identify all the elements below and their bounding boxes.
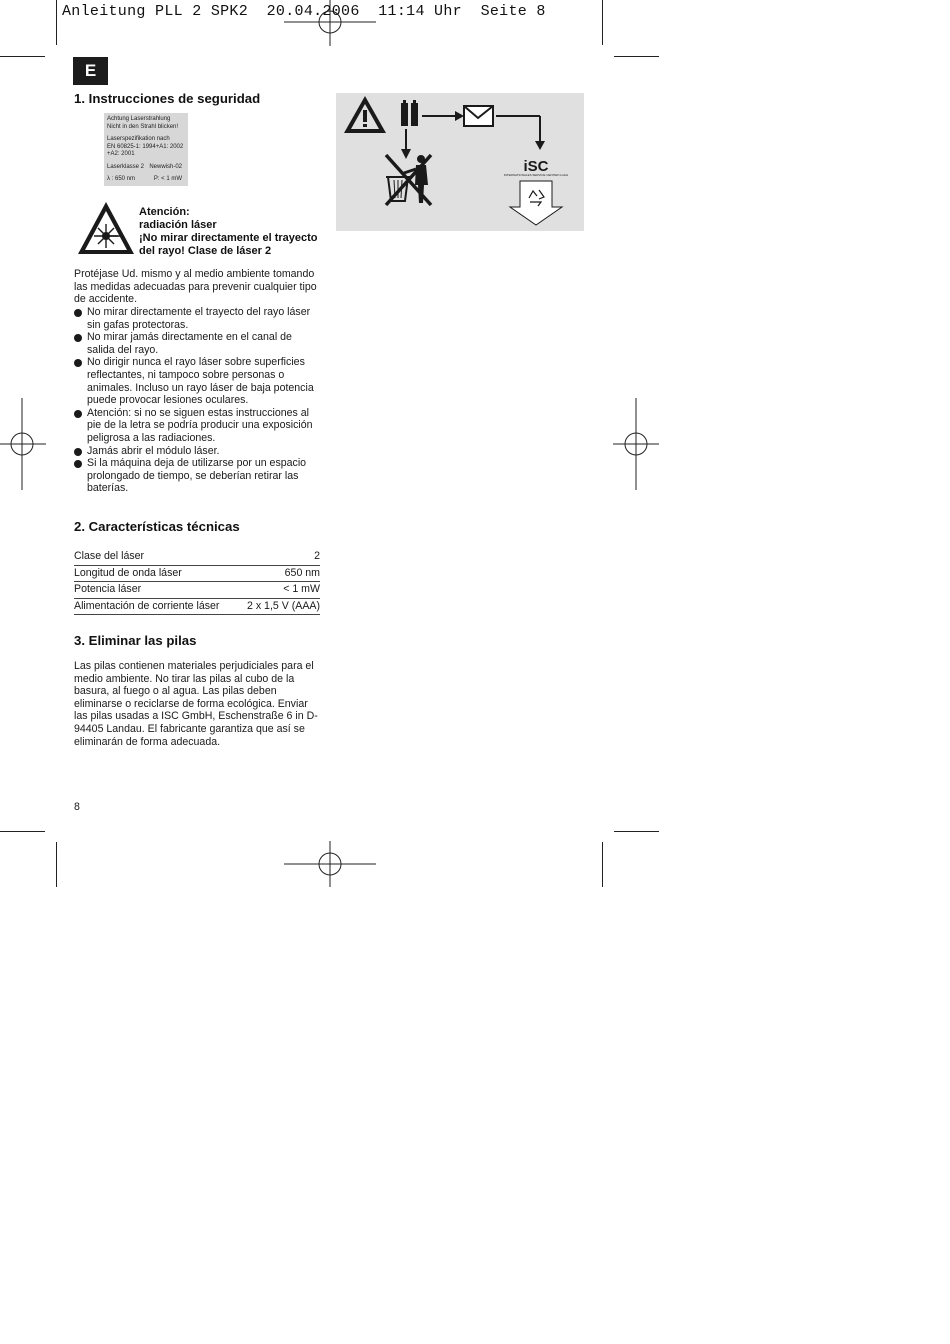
envelope-icon	[464, 106, 493, 126]
list-item: No dirigir nunca el rayo láser sobre superficies reflectantes, ni tampoco sobre personas o animales. Incluso un rayo láser de baja potencia puede provocar lesiones oculares.	[74, 356, 322, 406]
table-row	[74, 566, 320, 583]
bullet-icon	[74, 410, 82, 418]
label-class: Laserklasse 2	[107, 163, 145, 170]
spec-label: Potencia láser	[74, 583, 142, 595]
label-line: +A2: 2001	[107, 151, 135, 157]
spec-value: < 1 mW	[283, 583, 320, 595]
laser-label	[104, 113, 188, 186]
safety-intro: Protéjase Ud. mismo y al medio ambiente tomando las medidas adecuadas para prevenir cualquier tipo de accidente.	[74, 268, 317, 306]
label-power: P: < 1 mW	[153, 176, 182, 182]
registration-mark-bottom	[284, 841, 376, 887]
table-row	[74, 549, 320, 566]
crop-mark	[614, 831, 659, 832]
print-header: Anleitung PLL 2 SPK2 20.04.2006 11:14 Uhr Seite 8	[62, 3, 546, 20]
registration-mark-left	[0, 398, 46, 490]
label-wavelength: λ : 650 nm	[107, 176, 136, 182]
bullet-icon	[74, 309, 82, 317]
section-title-safety: 1. Instrucciones de seguridad	[74, 91, 261, 106]
label-line: Laserspezifikation nach	[107, 136, 170, 142]
spec-table	[74, 549, 320, 615]
list-item: Si la máquina deja de utilizarse por un espacio prolongado de tiempo, se deberían retirar las baterías.	[74, 457, 322, 495]
section-title-specs: 2. Características técnicas	[74, 519, 240, 534]
batteries-text: Las pilas contienen materiales perjudiciales para el medio ambiente. No tirar las pilas al cubo de la basura, al fuego o al agua. Las pilas deben eliminarse o reciclarse de forma ecológica. Enviar las pilas usadas a ISC GmbH, Eschenstraße 6 in D-94405 Landau. El fabricante garantiza que así se eliminarán de forma adecuada.	[74, 660, 318, 748]
laser-warning-icon	[76, 200, 136, 256]
spec-value: 2 x 1,5 V (AAA)	[246, 599, 320, 612]
recycling-arrow-icon	[510, 181, 562, 225]
crop-mark	[0, 56, 45, 57]
list-item: No mirar jamás directamente en el canal de salida del rayo.	[74, 331, 322, 356]
label-line: EN 60825-1: 1994+A1: 2002	[107, 143, 184, 150]
table-row	[74, 582, 320, 599]
list-item: No mirar directamente el trayecto del rayo láser sin gafas protectoras.	[74, 306, 322, 331]
page-number: 8	[74, 801, 80, 813]
bullet-icon	[74, 334, 82, 342]
spec-label: Alimentación de corriente láser	[74, 599, 220, 612]
spec-label: Longitud de onda láser	[74, 566, 182, 579]
language-badge: E	[73, 57, 108, 85]
section-title-batteries: 3. Eliminar las pilas	[74, 633, 197, 648]
crop-mark	[602, 0, 603, 45]
disposal-diagram-graphic	[336, 93, 584, 231]
crop-mark	[614, 56, 659, 57]
warning-line: Atención:	[139, 206, 190, 218]
bullet-icon	[74, 359, 82, 367]
laser-warning-text	[139, 206, 318, 258]
battery-disposal-diagram	[336, 93, 584, 231]
label-line: Nicht in den Strahl blicken!	[107, 123, 179, 130]
crop-mark	[56, 0, 57, 45]
warning-line: del rayo! Clase de láser 2	[139, 245, 272, 257]
safety-list	[74, 306, 322, 495]
registration-mark-right	[613, 398, 659, 490]
list-item: Atención: si no se siguen estas instrucciones al pie de la letra se podría producir una exposición peligrosa a las radiaciones.	[74, 407, 322, 445]
bullet-icon	[74, 460, 82, 468]
warning-line: ¡No mirar directamente el trayecto	[139, 232, 318, 244]
spec-value: 2	[314, 550, 320, 562]
isc-logo: iSC	[523, 158, 549, 175]
crop-mark	[602, 842, 603, 887]
label-model: Newwish-02	[149, 163, 182, 170]
spec-label: Clase del láser	[74, 550, 145, 562]
batteries-icon	[401, 100, 418, 126]
isc-logo-subtitle: INTERNATIONALES SERVICE CENTER GmbH	[503, 173, 569, 177]
warning-triangle-icon	[344, 96, 386, 133]
label-line: Achtung Laserstrahlung	[107, 116, 171, 122]
table-row	[74, 599, 320, 616]
no-trash-icon	[386, 155, 431, 205]
spec-value: 650 nm	[284, 566, 320, 579]
bullet-icon	[74, 448, 82, 456]
warning-line: radiación láser	[139, 219, 217, 231]
crop-mark	[0, 831, 45, 832]
crop-mark	[56, 842, 57, 887]
list-item: Jamás abrir el módulo láser.	[74, 445, 322, 458]
